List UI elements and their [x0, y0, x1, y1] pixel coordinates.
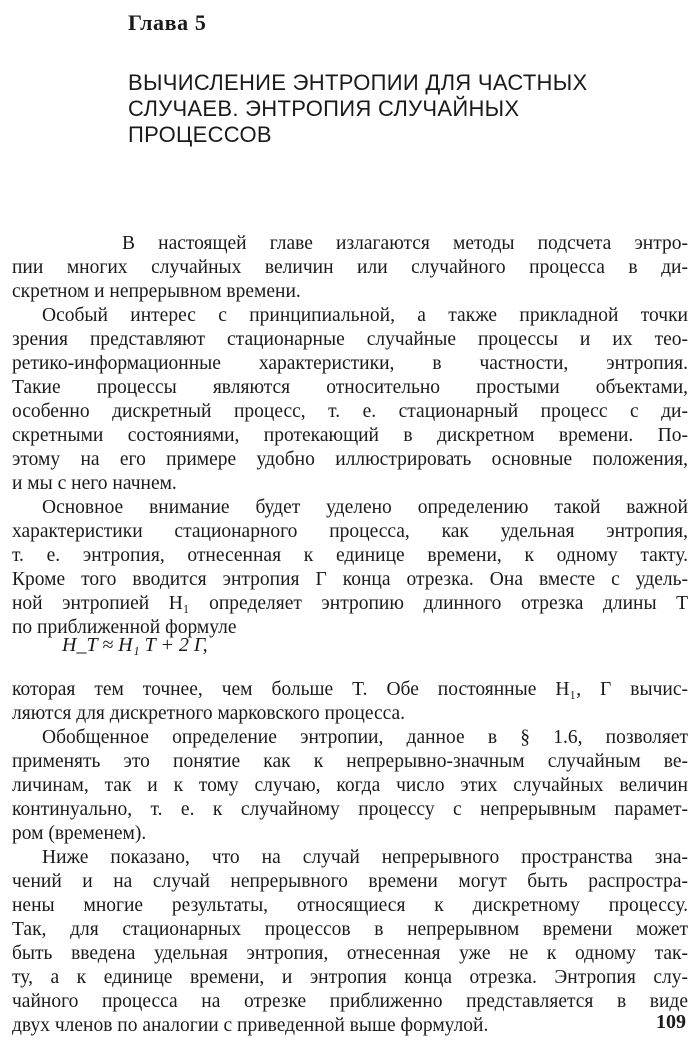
formula: H_T ≈ H₁ T + 2 Γ, [62, 634, 208, 656]
text-line: личинам, так и к тому случаю, когда число этих случайных величин [12, 775, 688, 796]
text-line: и мы с него начнем. [12, 473, 177, 494]
text-line: применять это понятие как к непрерывно-значным случайным ве- [12, 751, 688, 772]
text-line: пии многих случайных величин или случайного процесса в ди- [12, 257, 688, 278]
text-line: Обобщенное определение энтропии, данное в § 1.6, позволяет [42, 727, 688, 748]
text-line: чений и на случай непрерывного времени могут быть распростра- [12, 871, 688, 892]
text-line: Ниже показано, что на случай непрерывного пространства зна- [42, 847, 688, 868]
text-line: чайного процесса на отрезке приближенно представляется в виде [12, 991, 688, 1012]
text-line: ту, а к единице времени, и энтропия конца отрезка. Энтропия слу- [12, 967, 688, 988]
text-line: Такие процессы являются относительно простыми объектами, [12, 377, 688, 398]
text-line: зрения представляют стационарные случайные процессы и их тео- [12, 329, 688, 350]
text-line: которая тем точнее, чем больше T. Обе постоянные H₁, Γ вычис- [12, 679, 688, 700]
text-line: скретном и непрерывном времени. [12, 281, 301, 302]
text-line: ром (временем). [12, 823, 147, 844]
chapter-label: Глава 5 [128, 10, 207, 35]
text-line: Так, для стационарных процессов в непрерывном времени может [12, 919, 688, 940]
text-line: особенно дискретный процесс, т. е. стационарный процесс с ди- [12, 401, 688, 422]
page-number: 109 [656, 1011, 686, 1033]
chapter-title-line: СЛУЧАЕВ. ЭНТРОПИЯ СЛУЧАЙНЫХ [128, 96, 520, 121]
text-line: Кроме того вводится энтропия Γ конца отрезка. Она вместе с удель- [12, 569, 688, 590]
text-line: ретико-информационные характеристики, в частности, энтропия. [12, 353, 688, 374]
text-line: нены многие результаты, относящиеся к дискретному процессу. [12, 895, 688, 916]
chapter-title-line: ПРОЦЕССОВ [128, 122, 272, 147]
text-line: В настоящей главе излагаются методы подсчета энтро- [122, 233, 688, 254]
text-line: быть введена удельная энтропия, отнесенная уже не к одному так- [12, 943, 688, 964]
text-line: т. е. энтропия, отнесенная к единице времени, к одному такту. [12, 545, 688, 566]
text-line: этому на его примере удобно иллюстрировать основные положения, [12, 449, 688, 470]
text-line: характеристики стационарного процесса, как удельная энтропия, [12, 521, 688, 542]
text-line: континуально, т. е. к случайному процессу с непрерывным парамет- [12, 799, 688, 820]
text-line: Основное внимание будет уделено определению такой важной [42, 497, 688, 518]
text-line: ной энтропией H₁ определяет энтропию длинного отрезка длины T [12, 593, 688, 614]
chapter-title [128, 70, 668, 148]
text-line: по приближенной формуле [12, 617, 237, 638]
chapter-title-line: ВЫЧИСЛЕНИЕ ЭНТРОПИИ ДЛЯ ЧАСТНЫХ [128, 70, 588, 95]
text-line: ляются для дискретного марковского процесса. [12, 703, 406, 724]
text-line: Особый интерес с принципиальной, а также прикладной точки [42, 305, 688, 326]
text-line: двух членов по аналогии с приведенной выше формулой. [12, 1015, 489, 1036]
text-line: скретными состояниями, протекающий в дискретном времени. По- [12, 425, 688, 446]
